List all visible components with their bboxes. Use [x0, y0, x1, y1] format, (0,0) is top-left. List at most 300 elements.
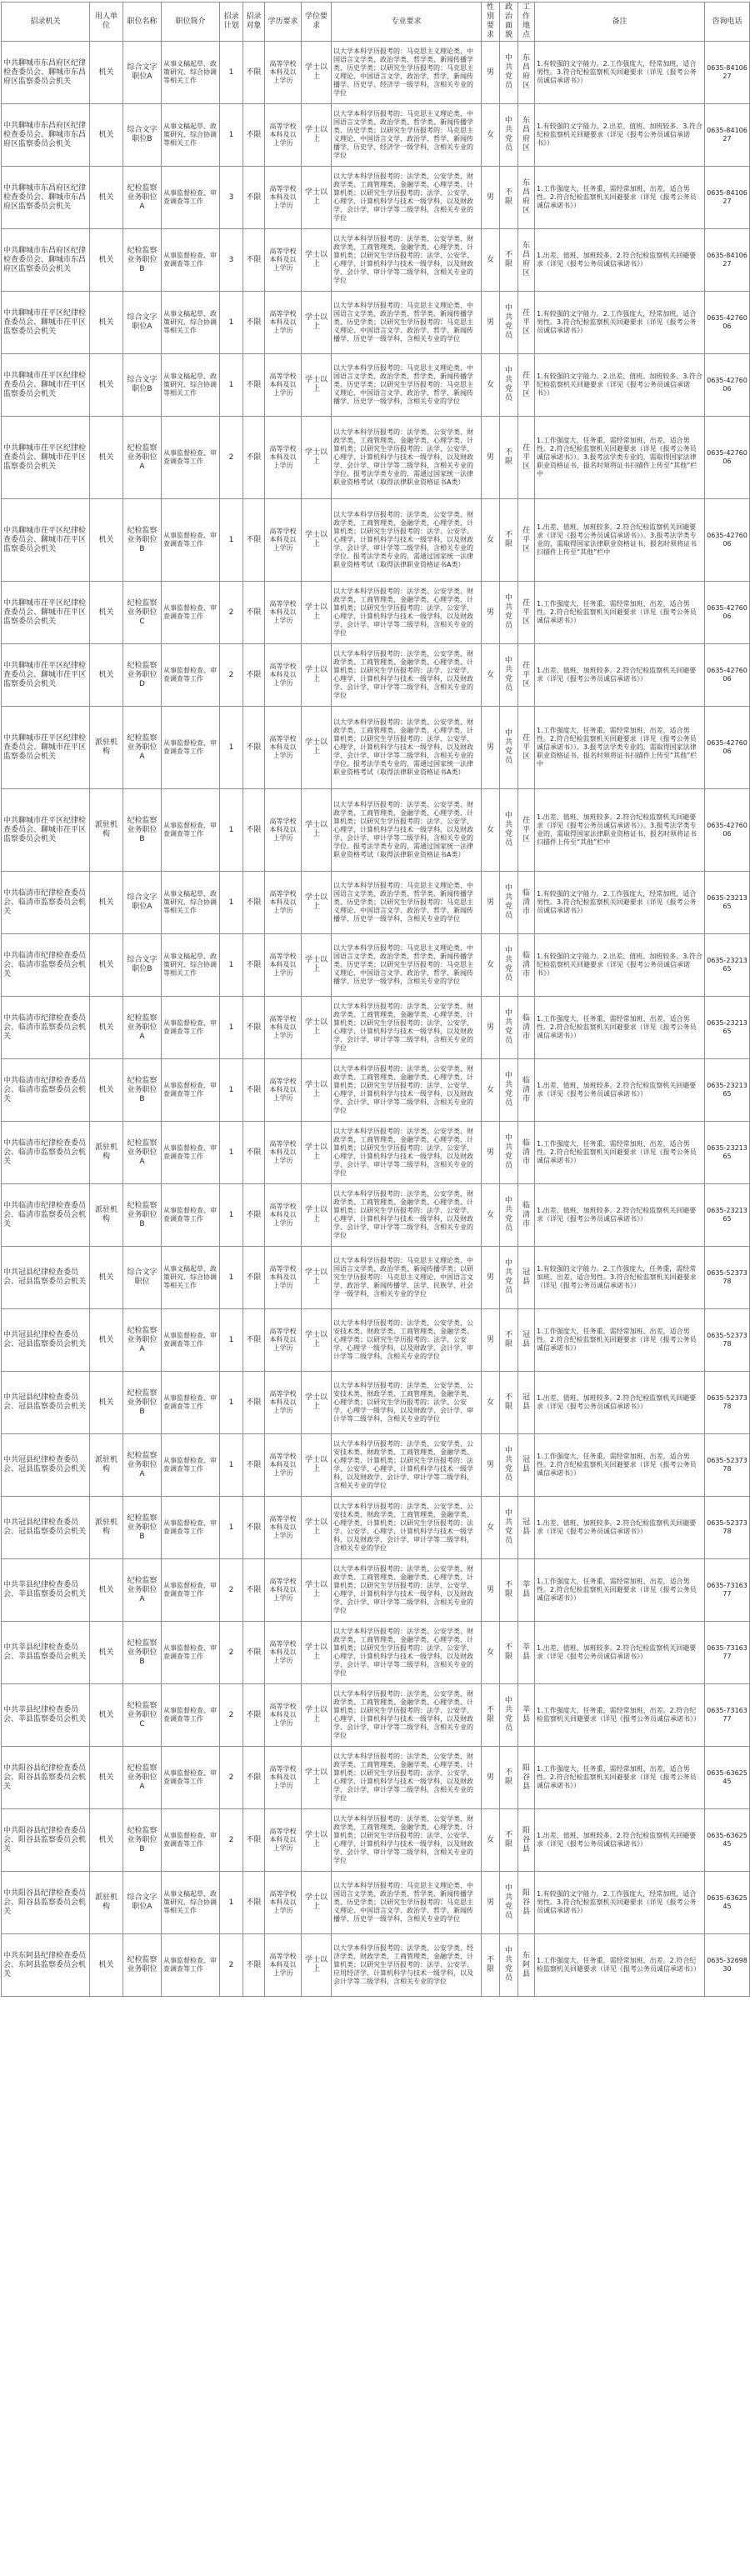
- degree-requirement-cell: 学士以上: [302, 872, 332, 934]
- position-description-cell: 从事监督检查、审查调查等工作: [162, 582, 220, 644]
- political-status-cell: 中共党员: [500, 1684, 518, 1747]
- position-description-cell: 从事监督检查、审查调查等工作: [162, 1934, 220, 1997]
- recruitment-target-cell: 不限: [243, 1309, 265, 1372]
- recruiting-agency-cell: 中共临清市纪律检查委员会、临清市监察委员会机关: [2, 1184, 90, 1247]
- education-requirement-cell: 高等学校本科及以上学历: [265, 104, 302, 167]
- degree-requirement-cell: 学士以上: [302, 1684, 332, 1747]
- gender-requirement-cell: 女: [482, 104, 500, 167]
- major-requirement-cell: 以大学本科学历报考的：法学类、公安学类、财政学类、工商管理类、金融学类、心理学类、计算机类；以研究生学历报考的：法学、公安学、心理学、计算机科学与技术一级学科，以及财政学、会计学、审计学等二级学科，含相关专业的学位: [332, 1684, 482, 1747]
- recruitment-plan-cell: 2: [220, 1747, 243, 1809]
- political-status-cell: 中共党员: [500, 789, 518, 872]
- degree-requirement-cell: 学士以上: [302, 167, 332, 229]
- position-name-cell: 纪检监察业务职位A: [123, 1434, 162, 1497]
- position-name-cell: 纪检监察业务职位B: [123, 1622, 162, 1684]
- degree-requirement-cell: 学士以上: [302, 417, 332, 499]
- position-name-cell: 纪检监察业务职位B: [123, 1809, 162, 1872]
- recruiting-agency-cell: 中共聊城市东昌府区纪律检查委员会、聊城市东昌府区监察委员会机关: [2, 167, 90, 229]
- employing-unit-cell: 机关: [90, 1622, 123, 1684]
- degree-requirement-cell: 学士以上: [302, 934, 332, 997]
- position-description-cell: 从事监督检查、审查调查等工作: [162, 1622, 220, 1684]
- column-header: 职位名称: [123, 3, 162, 42]
- remarks-cell: 1.工作强度大，任务重，需经常加班、出差，适合男性。2.符合纪检监察机关回避要求（详见《报考公务员诚信承诺书》）: [535, 997, 705, 1059]
- employing-unit-cell: 派驻机构: [90, 789, 123, 872]
- work-location-cell: 东昌府区: [518, 42, 535, 104]
- table-row: [2, 1122, 750, 1184]
- recruitment-target-cell: 不限: [243, 644, 265, 707]
- recruitment-target-cell: 不限: [243, 42, 265, 104]
- contact-phone-cell: 0635-5237378: [705, 1497, 750, 1559]
- recruitment-target-cell: 不限: [243, 417, 265, 499]
- recruitment-plan-cell: 1: [220, 499, 243, 582]
- major-requirement-cell: 以大学本科学历报考的：法学类、公安学类、财政学类、工商管理类、金融学类、心理学类、计算机类；以研究生学历报考的：法学、公安学、心理学、计算机科学与技术一级学科，以及财政学、会计学、审计学等二级学科，含相关专业的学位: [332, 167, 482, 229]
- work-location-cell: 莘县: [518, 1622, 535, 1684]
- degree-requirement-cell: 学士以上: [302, 1934, 332, 1997]
- recruitment-plan-cell: 1: [220, 1247, 243, 1309]
- major-requirement-cell: 以大学本科学历报考的：法学类、公安学类、财政学类、工商管理类、金融学类、心理学类、计算机类；以研究生学历报考的：法学、公安学、心理学、计算机科学与技术一级学科，以及财政学、会计学、审计学等二级学科，含相关专业的学位: [332, 1559, 482, 1622]
- table-row: [2, 167, 750, 229]
- remarks-cell: 1.工作强度大，任务重，需经常加班、出差，适合男性。2.符合纪检监察机关回避要求（详见《报考公务员诚信承诺书》）: [535, 582, 705, 644]
- gender-requirement-cell: 男: [482, 1309, 500, 1372]
- position-name-cell: 纪检监察业务职位D: [123, 644, 162, 707]
- position-description-cell: 从事监督检查、审查调查等工作: [162, 707, 220, 789]
- gender-requirement-cell: 男: [482, 997, 500, 1059]
- contact-phone-cell: 0635-8410627: [705, 229, 750, 292]
- recruiting-agency-cell: 中共东阿县纪律检查委员会、东阿县监察委员会机关: [2, 1934, 90, 1997]
- degree-requirement-cell: 学士以上: [302, 229, 332, 292]
- remarks-cell: 1.有较强的文字能力。2.出差、值班、加班较多。3.符合纪检监察机关回避要求（详见《报考公务员诚信承诺书》）: [535, 934, 705, 997]
- table-row: [2, 789, 750, 872]
- recruitment-plan-cell: 2: [220, 1559, 243, 1622]
- remarks-cell: 1.工作强度大，任务重，需经常加班、出差，适合男性。2.符合纪检监察机关回避要求（详见《报考公务员诚信承诺书》）: [535, 167, 705, 229]
- remarks-cell: 1.出差、值班、加班较多。2.符合纪检监察机关回避要求（详见《报考公务员诚信承诺书》）: [535, 1497, 705, 1559]
- gender-requirement-cell: 女: [482, 1059, 500, 1122]
- recruitment-plan-cell: 1: [220, 1497, 243, 1559]
- table-header: [2, 3, 750, 42]
- recruitment-plan-cell: 1: [220, 1372, 243, 1434]
- contact-phone-cell: 0635-6362545: [705, 1747, 750, 1809]
- employing-unit-cell: 机关: [90, 872, 123, 934]
- recruiting-agency-cell: 中共阳谷县纪律检查委员会、阳谷县监察委员会机关: [2, 1872, 90, 1934]
- recruiting-agency-cell: 中共冠县纪律检查委员会、冠县监察委员会机关: [2, 1497, 90, 1559]
- major-requirement-cell: 以大学本科学历报考的：法学类、公安学类、财政学类、工商管理类、金融学类、心理学类、计算机类；以研究生学历报考的：法学、公安学、心理学、计算机科学与技术一级学科，以及财政学、会计学、审计学等二级学科，含相关专业的学位。报考法学类专业的，需通过国家统一法律职业资格考试（取得法律职业资格证书A类）: [332, 417, 482, 499]
- degree-requirement-cell: 学士以上: [302, 1247, 332, 1309]
- work-location-cell: 茌平区: [518, 354, 535, 417]
- major-requirement-cell: 以大学本科学历报考的：法学类、公安学类、财政学类、工商管理类、金融学类、心理学类、计算机类；以研究生学历报考的：法学、公安学、心理学、计算机科学与技术一级学科，以及财政学、会计学、审计学等二级学科，含相关专业的学位: [332, 1059, 482, 1122]
- political-status-cell: 不限: [500, 1747, 518, 1809]
- recruitment-target-cell: 不限: [243, 707, 265, 789]
- contact-phone-cell: 0635-5237378: [705, 1372, 750, 1434]
- position-name-cell: 综合文字职位B: [123, 934, 162, 997]
- recruiting-agency-cell: 中共临清市纪律检查委员会、临清市监察委员会机关: [2, 872, 90, 934]
- employing-unit-cell: 机关: [90, 417, 123, 499]
- position-name-cell: 纪检监察业务职位A: [123, 997, 162, 1059]
- political-status-cell: 中共党员: [500, 1059, 518, 1122]
- position-name-cell: 综合文字职位A: [123, 42, 162, 104]
- gender-requirement-cell: 男: [482, 42, 500, 104]
- remarks-cell: 1.工作强度大，任务重，需经常加班、出差，适合男性。2.符合纪检监察机关回避要求（详见《报考公务员诚信承诺书》）: [535, 1434, 705, 1497]
- table-row: [2, 1872, 750, 1934]
- column-header: 咨询电话: [705, 3, 750, 42]
- position-name-cell: 纪检监察业务职位B: [123, 229, 162, 292]
- position-description-cell: 从事监督检查、审查调查等工作: [162, 1122, 220, 1184]
- column-header: 备注: [535, 3, 705, 42]
- major-requirement-cell: 以大学本科学历报考的：法学类、公安学类、经济学类、财政学类、工商管理类、金融学类、计算机类；以研究生学历报考的：法学、公安学、应用经济学、计算机科学与技术一级学科，以及会计学等二级学科，含相关专业的学位: [332, 1934, 482, 1997]
- major-requirement-cell: 以大学本科学历报考的：马克思主义理论类、中国语言文学类、政治学类、哲学类、新闻传播学类、历史学类；以研究生学历报考的：马克思主义理论、中国语言文学、政治学、哲学、新闻传播学、历史学一级学科，含相关专业的学位: [332, 292, 482, 354]
- recruitment-target-cell: 不限: [243, 1059, 265, 1122]
- contact-phone-cell: 0635-7316377: [705, 1684, 750, 1747]
- recruitment-plan-cell: 2: [220, 644, 243, 707]
- remarks-cell: 1.出差、值班、加班较多。2.符合纪检监察机关回避要求（详见《报考公务员诚信承诺书》）。3.报考法学类专业的，需取得国家法律职业资格证书，报名时须将证书扫描件上传至“其他”栏中: [535, 789, 705, 872]
- contact-phone-cell: 0635-5237378: [705, 1247, 750, 1309]
- gender-requirement-cell: 女: [482, 1809, 500, 1872]
- position-name-cell: 综合文字职位B: [123, 104, 162, 167]
- recruiting-agency-cell: 中共临清市纪律检查委员会、临清市监察委员会机关: [2, 934, 90, 997]
- recruitment-plan-cell: 1: [220, 1309, 243, 1372]
- column-header: 招录计划: [220, 3, 243, 42]
- gender-requirement-cell: 男: [482, 292, 500, 354]
- work-location-cell: 阳谷县: [518, 1809, 535, 1872]
- recruiting-agency-cell: 中共聊城市茌平区纪律检查委员会、聊城市茌平区监察委员会机关: [2, 644, 90, 707]
- remarks-cell: 1.出差、值班、加班较多。2.符合纪检监察机关回避要求（详见《报考公务员诚信承诺书》）: [535, 1059, 705, 1122]
- position-name-cell: 综合文字职位: [123, 1247, 162, 1309]
- political-status-cell: 不限: [500, 1309, 518, 1372]
- degree-requirement-cell: 学士以上: [302, 1122, 332, 1184]
- major-requirement-cell: 以大学本科学历报考的：马克思主义理论类、中国语言文学类、政治学类、哲学类、新闻传播学类、历史学类；以研究生学历报考的：马克思主义理论、中国语言文学、政治学、哲学、新闻传播学、历史学一级学科，含相关专业的学位: [332, 1872, 482, 1934]
- recruitment-plan-cell: 2: [220, 582, 243, 644]
- gender-requirement-cell: 男: [482, 1559, 500, 1622]
- major-requirement-cell: 以大学本科学历报考的：法学类、公安学类、财政学类、工商管理类、金融学类、心理学类、计算机类；以研究生学历报考的：法学、公安学、心理学、计算机科学与技术一级学科，以及财政学、会计学、审计学等二级学科，含相关专业的学位: [332, 582, 482, 644]
- recruiting-agency-cell: 中共聊城市茌平区纪律检查委员会、聊城市茌平区监察委员会机关: [2, 582, 90, 644]
- recruitment-target-cell: 不限: [243, 1559, 265, 1622]
- column-header: 专业要求: [332, 3, 482, 42]
- employing-unit-cell: 机关: [90, 354, 123, 417]
- employing-unit-cell: 机关: [90, 292, 123, 354]
- employing-unit-cell: 机关: [90, 1684, 123, 1747]
- position-description-cell: 从事文稿起草、政策研究、综合协调等相关工作: [162, 1247, 220, 1309]
- work-location-cell: 冠县: [518, 1372, 535, 1434]
- recruitment-target-cell: 不限: [243, 354, 265, 417]
- major-requirement-cell: 以大学本科学历报考的：法学类、公安学类、财政学类、工商管理类、金融学类、心理学类、计算机类；以研究生学历报考的：法学、公安学、心理学、计算机科学与技术一级学科，以及财政学、会计学、审计学等二级学科，含相关专业的学位。报考法学类专业的，需通过国家统一法律职业资格考试（取得法律职业资格证书A类）: [332, 499, 482, 582]
- recruiting-agency-cell: 中共聊城市茌平区纪律检查委员会、聊城市茌平区监察委员会机关: [2, 499, 90, 582]
- gender-requirement-cell: 女: [482, 1497, 500, 1559]
- political-status-cell: 中共党员: [500, 1497, 518, 1559]
- recruitment-plan-cell: 3: [220, 229, 243, 292]
- recruiting-agency-cell: 中共临清市纪律检查委员会、临清市监察委员会机关: [2, 1059, 90, 1122]
- gender-requirement-cell: 女: [482, 1622, 500, 1684]
- work-location-cell: 冠县: [518, 1247, 535, 1309]
- position-description-cell: 从事监督检查、审查调查等工作: [162, 1809, 220, 1872]
- recruitment-plan-cell: 1: [220, 707, 243, 789]
- recruiting-agency-cell: 中共冠县纪律检查委员会、冠县监察委员会机关: [2, 1247, 90, 1309]
- gender-requirement-cell: 男: [482, 707, 500, 789]
- employing-unit-cell: 机关: [90, 167, 123, 229]
- remarks-cell: 1.出差、值班、加班较多。2.符合纪检监察机关回避要求（详见《报考公务员诚信承诺书》）。3.报考法学类专业的，需取得国家法律职业资格证书，报名时须将证书扫描件上传至“其他”栏中: [535, 499, 705, 582]
- degree-requirement-cell: 学士以上: [302, 1559, 332, 1622]
- major-requirement-cell: 以大学本科学历报考的：法学类、公安学类、财政学类、工商管理类、金融学类、心理学类、计算机类；以研究生学历报考的：法学、公安学、心理学、计算机科学与技术一级学科，以及财政学、会计学、审计学等二级学科，含相关专业的学位: [332, 997, 482, 1059]
- recruitment-target-cell: 不限: [243, 1684, 265, 1747]
- table-row: [2, 499, 750, 582]
- employing-unit-cell: 派驻机构: [90, 707, 123, 789]
- table-row: [2, 1434, 750, 1497]
- gender-requirement-cell: 男: [482, 1122, 500, 1184]
- remarks-cell: 1.工作强度大，任务重，需经常加班、出差，适合男性。2.符合纪检监察机关回避要求（详见《报考公务员诚信承诺书》）。3.报考法学类专业的，需取得国家法律职业资格证书，报名时须将证书扫描件上传至“其他”栏中: [535, 707, 705, 789]
- position-name-cell: 纪检监察业务职位: [123, 1934, 162, 1997]
- position-description-cell: 从事文稿起草、政策研究、综合协调等相关工作: [162, 104, 220, 167]
- position-name-cell: 纪检监察业务职位A: [123, 1122, 162, 1184]
- remarks-cell: 1.工作强度大，任务重，需经常加班、出差，适合男性。2.符合纪检监察机关回避要求（详见《报考公务员诚信承诺书》）: [535, 1747, 705, 1809]
- education-requirement-cell: 高等学校本科及以上学历: [265, 499, 302, 582]
- employing-unit-cell: 机关: [90, 582, 123, 644]
- recruiting-agency-cell: 中共聊城市茌平区纪律检查委员会、聊城市茌平区监察委员会机关: [2, 417, 90, 499]
- recruitment-target-cell: 不限: [243, 997, 265, 1059]
- contact-phone-cell: 0635-4276006: [705, 417, 750, 499]
- position-description-cell: 从事监督检查、审查调查等工作: [162, 167, 220, 229]
- work-location-cell: 临清市: [518, 1184, 535, 1247]
- education-requirement-cell: 高等学校本科及以上学历: [265, 292, 302, 354]
- recruitment-target-cell: 不限: [243, 229, 265, 292]
- contact-phone-cell: 0635-2321365: [705, 934, 750, 997]
- table-row: [2, 417, 750, 499]
- column-header: 学历要求: [265, 3, 302, 42]
- column-header: 招录机关: [2, 3, 90, 42]
- position-name-cell: 纪检监察业务职位A: [123, 1559, 162, 1622]
- education-requirement-cell: 高等学校本科及以上学历: [265, 644, 302, 707]
- table-row: [2, 582, 750, 644]
- recruiting-agency-cell: 中共莘县纪律检查委员会、莘县监察委员会机关: [2, 1559, 90, 1622]
- recruitment-target-cell: 不限: [243, 1872, 265, 1934]
- recruiting-agency-cell: 中共临清市纪律检查委员会、临清市监察委员会机关: [2, 997, 90, 1059]
- political-status-cell: 中共党员: [500, 292, 518, 354]
- remarks-cell: 1.出差、值班、加班较多。2.符合纪检监察机关回避要求（详见《报考公务员诚信承诺书》）: [535, 1622, 705, 1684]
- education-requirement-cell: 高等学校本科及以上学历: [265, 1497, 302, 1559]
- position-description-cell: 从事监督检查、审查调查等工作: [162, 1372, 220, 1434]
- major-requirement-cell: 以大学本科学历报考的：法学类、公安学类、公安技术类、财政学类、工商管理类、金融学类、心理学类；以研究生学历报考的：法学、公安学、心理学一级学科，以及财政学、会计学、审计学等二级学科，含相关专业的学位: [332, 1309, 482, 1372]
- contact-phone-cell: 0635-4276006: [705, 789, 750, 872]
- remarks-cell: 1.有较强的文字能力。2.出差、值班、加班较多。3.符合纪检监察机关回避要求（详见《报考公务员诚信承诺书》）: [535, 104, 705, 167]
- education-requirement-cell: 高等学校本科及以上学历: [265, 707, 302, 789]
- recruitment-table-page: [0, 2, 750, 2576]
- degree-requirement-cell: 学士以上: [302, 644, 332, 707]
- position-name-cell: 综合文字职位A: [123, 1872, 162, 1934]
- position-name-cell: 纪检监察业务职位B: [123, 1372, 162, 1434]
- work-location-cell: 冠县: [518, 1434, 535, 1497]
- table-body: [2, 42, 750, 1997]
- table-row: [2, 1747, 750, 1809]
- political-status-cell: 中共党员: [500, 934, 518, 997]
- position-description-cell: 从事监督检查、审查调查等工作: [162, 789, 220, 872]
- recruitment-target-cell: 不限: [243, 872, 265, 934]
- employing-unit-cell: 机关: [90, 1747, 123, 1809]
- education-requirement-cell: 高等学校本科及以上学历: [265, 354, 302, 417]
- employing-unit-cell: 机关: [90, 934, 123, 997]
- recruitment-plan-cell: 3: [220, 167, 243, 229]
- recruitment-target-cell: 不限: [243, 1747, 265, 1809]
- remarks-cell: 1.工作强度大，任务重，需经常加班、出差。2.符合纪检监察机关回避要求（详见《报考公务员诚信承诺书》）: [535, 1684, 705, 1747]
- contact-phone-cell: 0635-4276006: [705, 354, 750, 417]
- employing-unit-cell: 机关: [90, 1309, 123, 1372]
- position-description-cell: 从事监督检查、审查调查等工作: [162, 1497, 220, 1559]
- table-row: [2, 1559, 750, 1622]
- recruitment-plan-cell: 1: [220, 354, 243, 417]
- position-description-cell: 从事文稿起草、政策研究、综合协调等相关工作: [162, 1872, 220, 1934]
- work-location-cell: 冠县: [518, 1497, 535, 1559]
- contact-phone-cell: 0635-6362545: [705, 1809, 750, 1872]
- employing-unit-cell: 机关: [90, 42, 123, 104]
- gender-requirement-cell: 男: [482, 872, 500, 934]
- position-description-cell: 从事监督检查、审查调查等工作: [162, 1747, 220, 1809]
- position-name-cell: 纪检监察业务职位A: [123, 707, 162, 789]
- education-requirement-cell: 高等学校本科及以上学历: [265, 42, 302, 104]
- position-name-cell: 纪检监察业务职位A: [123, 417, 162, 499]
- table-row: [2, 229, 750, 292]
- recruitment-target-cell: 不限: [243, 1622, 265, 1684]
- major-requirement-cell: 以大学本科学历报考的：法学类、公安学类、财政学类、工商管理类、金融学类、心理学类、计算机类；以研究生学历报考的：法学、公安学、心理学、计算机科学与技术一级学科，以及财政学、会计学、审计学等二级学科，含相关专业的学位。报考法学类专业的，需通过国家统一法律职业资格考试（取得法律职业资格证书A类）: [332, 707, 482, 789]
- remarks-cell: 1.有较强的文字能力。2.工作强度大，经常加班，适合男性。3.符合纪检监察机关回避要求（详见《报考公务员诚信承诺书》）: [535, 292, 705, 354]
- remarks-cell: 1.有较强的文字能力。2.工作强度大，经常加班，适合男性。3.符合纪检监察机关回避要求（详见《报考公务员诚信承诺书》）: [535, 872, 705, 934]
- degree-requirement-cell: 学士以上: [302, 582, 332, 644]
- remarks-cell: 1.出差、值班、加班较多。2.符合纪检监察机关回避要求（详见《报考公务员诚信承诺书》）: [535, 644, 705, 707]
- recruitment-target-cell: 不限: [243, 1122, 265, 1184]
- gender-requirement-cell: 女: [482, 644, 500, 707]
- recruitment-plan-cell: 1: [220, 1184, 243, 1247]
- remarks-cell: 1.工作强度大，任务重，需经常加班、出差，适合男性。2.符合纪检监察机关回避要求（详见《报考公务员诚信承诺书》）。3.报考法学类专业的，需取得国家法律职业资格证书，报名时须将证书扫描件上传至“其他”栏中: [535, 417, 705, 499]
- degree-requirement-cell: 学士以上: [302, 104, 332, 167]
- table-row: [2, 1497, 750, 1559]
- work-location-cell: 临清市: [518, 1122, 535, 1184]
- employing-unit-cell: 派驻机构: [90, 1184, 123, 1247]
- contact-phone-cell: 0635-8410627: [705, 42, 750, 104]
- recruiting-agency-cell: 中共聊城市茌平区纪律检查委员会、聊城市茌平区监察委员会机关: [2, 292, 90, 354]
- work-location-cell: 临清市: [518, 872, 535, 934]
- education-requirement-cell: 高等学校本科及以上学历: [265, 1309, 302, 1372]
- major-requirement-cell: 以大学本科学历报考的：法学类、公安学类、财政学类、工商管理类、金融学类、心理学类、计算机类；以研究生学历报考的：法学、公安学、心理学、计算机科学与技术一级学科，以及财政学、会计学、审计学等二级学科，含相关专业的学位: [332, 1747, 482, 1809]
- gender-requirement-cell: 女: [482, 934, 500, 997]
- recruitment-plan-cell: 1: [220, 1059, 243, 1122]
- gender-requirement-cell: 女: [482, 1184, 500, 1247]
- position-description-cell: 从事监督检查、审查调查等工作: [162, 1059, 220, 1122]
- political-status-cell: 中共党员: [500, 1434, 518, 1497]
- table-row: [2, 1059, 750, 1122]
- table-header-row: [2, 3, 750, 42]
- degree-requirement-cell: 学士以上: [302, 707, 332, 789]
- contact-phone-cell: 0635-5237378: [705, 1434, 750, 1497]
- recruitment-plan-cell: 1: [220, 872, 243, 934]
- political-status-cell: 不限: [500, 167, 518, 229]
- gender-requirement-cell: 不限: [482, 1934, 500, 1997]
- recruitment-plan-cell: 2: [220, 1809, 243, 1872]
- education-requirement-cell: 高等学校本科及以上学历: [265, 1247, 302, 1309]
- position-description-cell: 从事文稿起草、政策研究、综合协调等相关工作: [162, 934, 220, 997]
- remarks-cell: 1.工作强度大，任务重，需经常加班、出差，适合男性。2.符合纪检监察机关回避要求（详见《报考公务员诚信承诺书》）: [535, 1309, 705, 1372]
- work-location-cell: 冠县: [518, 1309, 535, 1372]
- contact-phone-cell: 0635-7316377: [705, 1559, 750, 1622]
- political-status-cell: 不限: [500, 1372, 518, 1434]
- position-name-cell: 纪检监察业务职位A: [123, 167, 162, 229]
- recruitment-plan-cell: 1: [220, 1122, 243, 1184]
- table-row: [2, 1684, 750, 1747]
- position-description-cell: 从事文稿起草、政策研究、综合协调等相关工作: [162, 354, 220, 417]
- employing-unit-cell: 机关: [90, 644, 123, 707]
- gender-requirement-cell: 女: [482, 354, 500, 417]
- recruiting-agency-cell: 中共冠县纪律检查委员会、冠县监察委员会机关: [2, 1434, 90, 1497]
- education-requirement-cell: 高等学校本科及以上学历: [265, 1059, 302, 1122]
- table-row: [2, 1622, 750, 1684]
- degree-requirement-cell: 学士以上: [302, 1372, 332, 1434]
- recruitment-plan-cell: 2: [220, 417, 243, 499]
- work-location-cell: 阳谷县: [518, 1747, 535, 1809]
- contact-phone-cell: 0635-8410627: [705, 104, 750, 167]
- recruitment-target-cell: 不限: [243, 1184, 265, 1247]
- employing-unit-cell: 派驻机构: [90, 1122, 123, 1184]
- work-location-cell: 临清市: [518, 1059, 535, 1122]
- employing-unit-cell: 机关: [90, 1247, 123, 1309]
- position-description-cell: 从事文稿起草、政策研究、综合协调等相关工作: [162, 872, 220, 934]
- employing-unit-cell: 机关: [90, 997, 123, 1059]
- remarks-cell: 1.工作强度大，任务重，需经常加班、出差，适合男性。2.符合纪检监察机关回避要求（详见《报考公务员诚信承诺书》）: [535, 1559, 705, 1622]
- political-status-cell: 中共党员: [500, 644, 518, 707]
- recruitment-plan-cell: 2: [220, 1684, 243, 1747]
- education-requirement-cell: 高等学校本科及以上学历: [265, 1934, 302, 1997]
- position-name-cell: 综合文字职位A: [123, 292, 162, 354]
- gender-requirement-cell: 男: [482, 417, 500, 499]
- work-location-cell: 东昌府区: [518, 104, 535, 167]
- employing-unit-cell: 派驻机构: [90, 1497, 123, 1559]
- table-row: [2, 934, 750, 997]
- position-description-cell: 从事监督检查、审查调查等工作: [162, 1309, 220, 1372]
- work-location-cell: 莘县: [518, 1559, 535, 1622]
- remarks-cell: 1.出差、值班、加班较多。2.符合纪检监察机关回避要求（详见《报考公务员诚信承诺书》）: [535, 1372, 705, 1434]
- recruitment-target-cell: 不限: [243, 934, 265, 997]
- recruitment-target-cell: 不限: [243, 789, 265, 872]
- column-header: 用人单位: [90, 3, 123, 42]
- major-requirement-cell: 以大学本科学历报考的：法学类、公安学类、财政学类、工商管理类、金融学类、心理学类、计算机类；以研究生学历报考的：法学、公安学、心理学、计算机科学与技术一级学科，以及财政学、会计学、审计学等二级学科，含相关专业的学位: [332, 644, 482, 707]
- education-requirement-cell: 高等学校本科及以上学历: [265, 789, 302, 872]
- major-requirement-cell: 以大学本科学历报考的：法学类、公安学类、财政学类、工商管理类、金融学类、心理学类、计算机类；以研究生学历报考的：法学、公安学、心理学、计算机科学与技术一级学科，以及财政学、会计学、审计学等二级学科，含相关专业的学位: [332, 229, 482, 292]
- recruiting-agency-cell: 中共聊城市东昌府区纪律检查委员会、聊城市东昌府区监察委员会机关: [2, 104, 90, 167]
- position-name-cell: 纪检监察业务职位B: [123, 1497, 162, 1559]
- major-requirement-cell: 以大学本科学历报考的：法学类、公安学类、财政学类、工商管理类、金融学类、心理学类、计算机类；以研究生学历报考的：法学、公安学、心理学、计算机科学与技术一级学科，以及财政学、会计学、审计学等二级学科，含相关专业的学位: [332, 1809, 482, 1872]
- education-requirement-cell: 高等学校本科及以上学历: [265, 1372, 302, 1434]
- education-requirement-cell: 高等学校本科及以上学历: [265, 167, 302, 229]
- table-row: [2, 644, 750, 707]
- recruitment-position-table: [1, 2, 750, 1997]
- degree-requirement-cell: 学士以上: [302, 1872, 332, 1934]
- position-description-cell: 从事监督检查、审查调查等工作: [162, 1184, 220, 1247]
- political-status-cell: 不限: [500, 499, 518, 582]
- table-row: [2, 707, 750, 789]
- position-description-cell: 从事监督检查、审查调查等工作: [162, 499, 220, 582]
- education-requirement-cell: 高等学校本科及以上学历: [265, 997, 302, 1059]
- degree-requirement-cell: 学士以上: [302, 1434, 332, 1497]
- major-requirement-cell: 以大学本科学历报考的：马克思主义理论类、中国语言文学类、政治学类、哲学类、新闻传播学类、历史学类；以研究生学历报考的：马克思主义理论、中国语言文学、政治学、哲学、新闻传播学、历史学、经济学一级学科，含相关专业的学位: [332, 42, 482, 104]
- contact-phone-cell: 0635-4276006: [705, 707, 750, 789]
- position-description-cell: 从事监督检查、审查调查等工作: [162, 1559, 220, 1622]
- work-location-cell: 阳谷县: [518, 1872, 535, 1934]
- position-description-cell: 从事监督检查、审查调查等工作: [162, 1684, 220, 1747]
- employing-unit-cell: 派驻机构: [90, 1434, 123, 1497]
- position-description-cell: 从事监督检查、审查调查等工作: [162, 229, 220, 292]
- major-requirement-cell: 以大学本科学历报考的：法学类、公安学类、公安技术类、财政学类、工商管理类、金融学类、心理学类；以研究生学历报考的：法学、公安学、心理学一级学科，以及财政学、会计学、审计学等二级学科，含相关专业的学位: [332, 1372, 482, 1434]
- recruitment-target-cell: 不限: [243, 499, 265, 582]
- degree-requirement-cell: 学士以上: [302, 1184, 332, 1247]
- degree-requirement-cell: 学士以上: [302, 292, 332, 354]
- degree-requirement-cell: 学士以上: [302, 1309, 332, 1372]
- recruitment-target-cell: 不限: [243, 1497, 265, 1559]
- work-location-cell: 茌平区: [518, 789, 535, 872]
- political-status-cell: 中共党员: [500, 582, 518, 644]
- position-name-cell: 纪检监察业务职位A: [123, 1747, 162, 1809]
- column-header: 工作地点: [518, 3, 535, 42]
